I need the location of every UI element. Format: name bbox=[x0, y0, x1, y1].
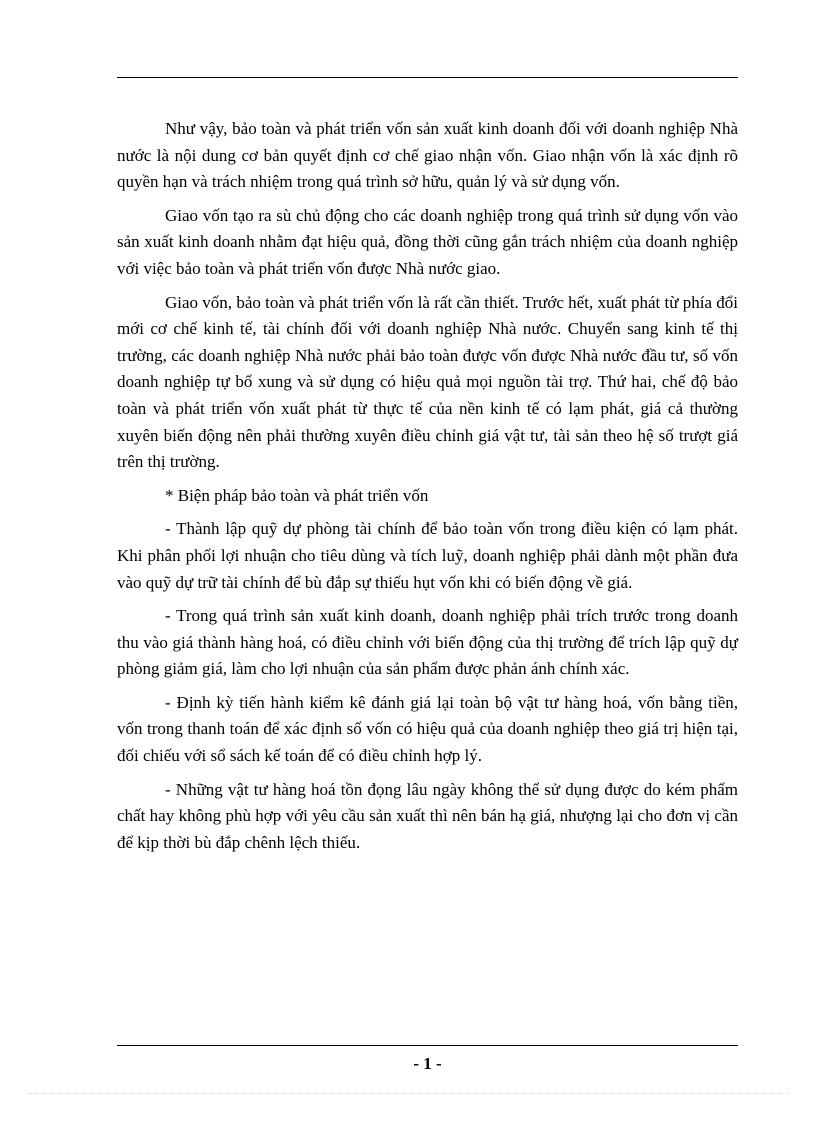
paragraph-5: - Thành lập quỹ dự phòng tài chính để bảo toàn vốn trong điều kiện có lạm phát. Khi phân phối lợi nhuận cho tiêu dùng và tích luỹ, doanh nghiệp phải dành một phần đưa vào quỹ dự trữ tài chính để bù đắp sự thiếu hụt vốn khi có biến động về giá. bbox=[117, 519, 738, 592]
page-body bbox=[117, 116, 738, 863]
section-heading: * Biện pháp bảo toàn và phát triển vốn bbox=[165, 485, 429, 505]
paragraph-1: Như vậy, bảo toàn và phát triển vốn sản xuất kinh doanh đối với doanh nghiệp Nhà nước là nội dung cơ bản quyết định cơ chế giao nhận vốn. Giao nhận vốn là xác định rõ quyền hạn và trách nhiệm trong quá trình sở hữu, quản lý và sử dụng vốn. bbox=[117, 119, 738, 192]
paragraph-8: - Những vật tư hàng hoá tồn đọng lâu ngày không thể sử dụng được do kém phẩm chất hay không phù hợp với yêu cầu sản xuất thì nên bán hạ giá, nhượng lại cho đơn vị cần để kịp thời bù đắp chênh lệch thiếu. bbox=[117, 779, 738, 852]
header-rule bbox=[117, 77, 738, 78]
paragraph-6: - Trong quá trình sản xuất kinh doanh, doanh nghiệp phải trích trước trong doanh thu vào giá thành hàng hoá, có điều chỉnh với biến động của thị trường để trích lập quỹ dự phòng giảm giá, làm cho lợi nhuận của sản phẩm được phản ánh chính xác. bbox=[117, 606, 738, 679]
footer-rule bbox=[117, 1045, 738, 1046]
page-number: - 1 - bbox=[413, 1054, 442, 1073]
paragraph-2: Giao vốn tạo ra sù chủ động cho các doanh nghiệp trong quá trình sử dụng vốn vào sản xuất kinh doanh nhằm đạt hiệu quả, đồng thời cũng gắn trách nhiệm của doanh nghiệp với việc bảo toàn và phát triển vốn được Nhà nước giao. bbox=[117, 205, 738, 278]
paragraph-7: - Định kỳ tiến hành kiểm kê đánh giá lại toàn bộ vật tư hàng hoá, vốn bằng tiền, vốn trong thanh toán để xác định số vốn có hiệu quả của doanh nghiệp theo giá trị hiện tại, đối chiếu với sổ sách kế toán để có điều chỉnh hợp lý. bbox=[117, 692, 738, 766]
paragraph-3: Giao vốn, bảo toàn và phát triển vốn là rất cần thiết. Trước hết, xuất phát từ phía đổi mới cơ chế kinh tế, tài chính đối với doanh nghiệp Nhà nước. Chuyển sang kinh tế thị trường, các doanh nghiệp Nhà nước phải bảo toàn được vốn được Nhà nước đầu tư, số vốn doanh nghiệp tự bổ xung và sử dụng có hiệu quả mọi nguồn tài trợ. Thứ hai, chế độ bảo toàn và phát triển vốn xuất phát từ thực tế của nền kinh tế có lạm phát, giá cả thường xuyên biến động nên phải thường xuyên điều chỉnh giá vật tư, tài sản theo hệ số trượt giá trên thị trường. bbox=[117, 292, 738, 472]
page-boundary-line bbox=[28, 1093, 788, 1094]
